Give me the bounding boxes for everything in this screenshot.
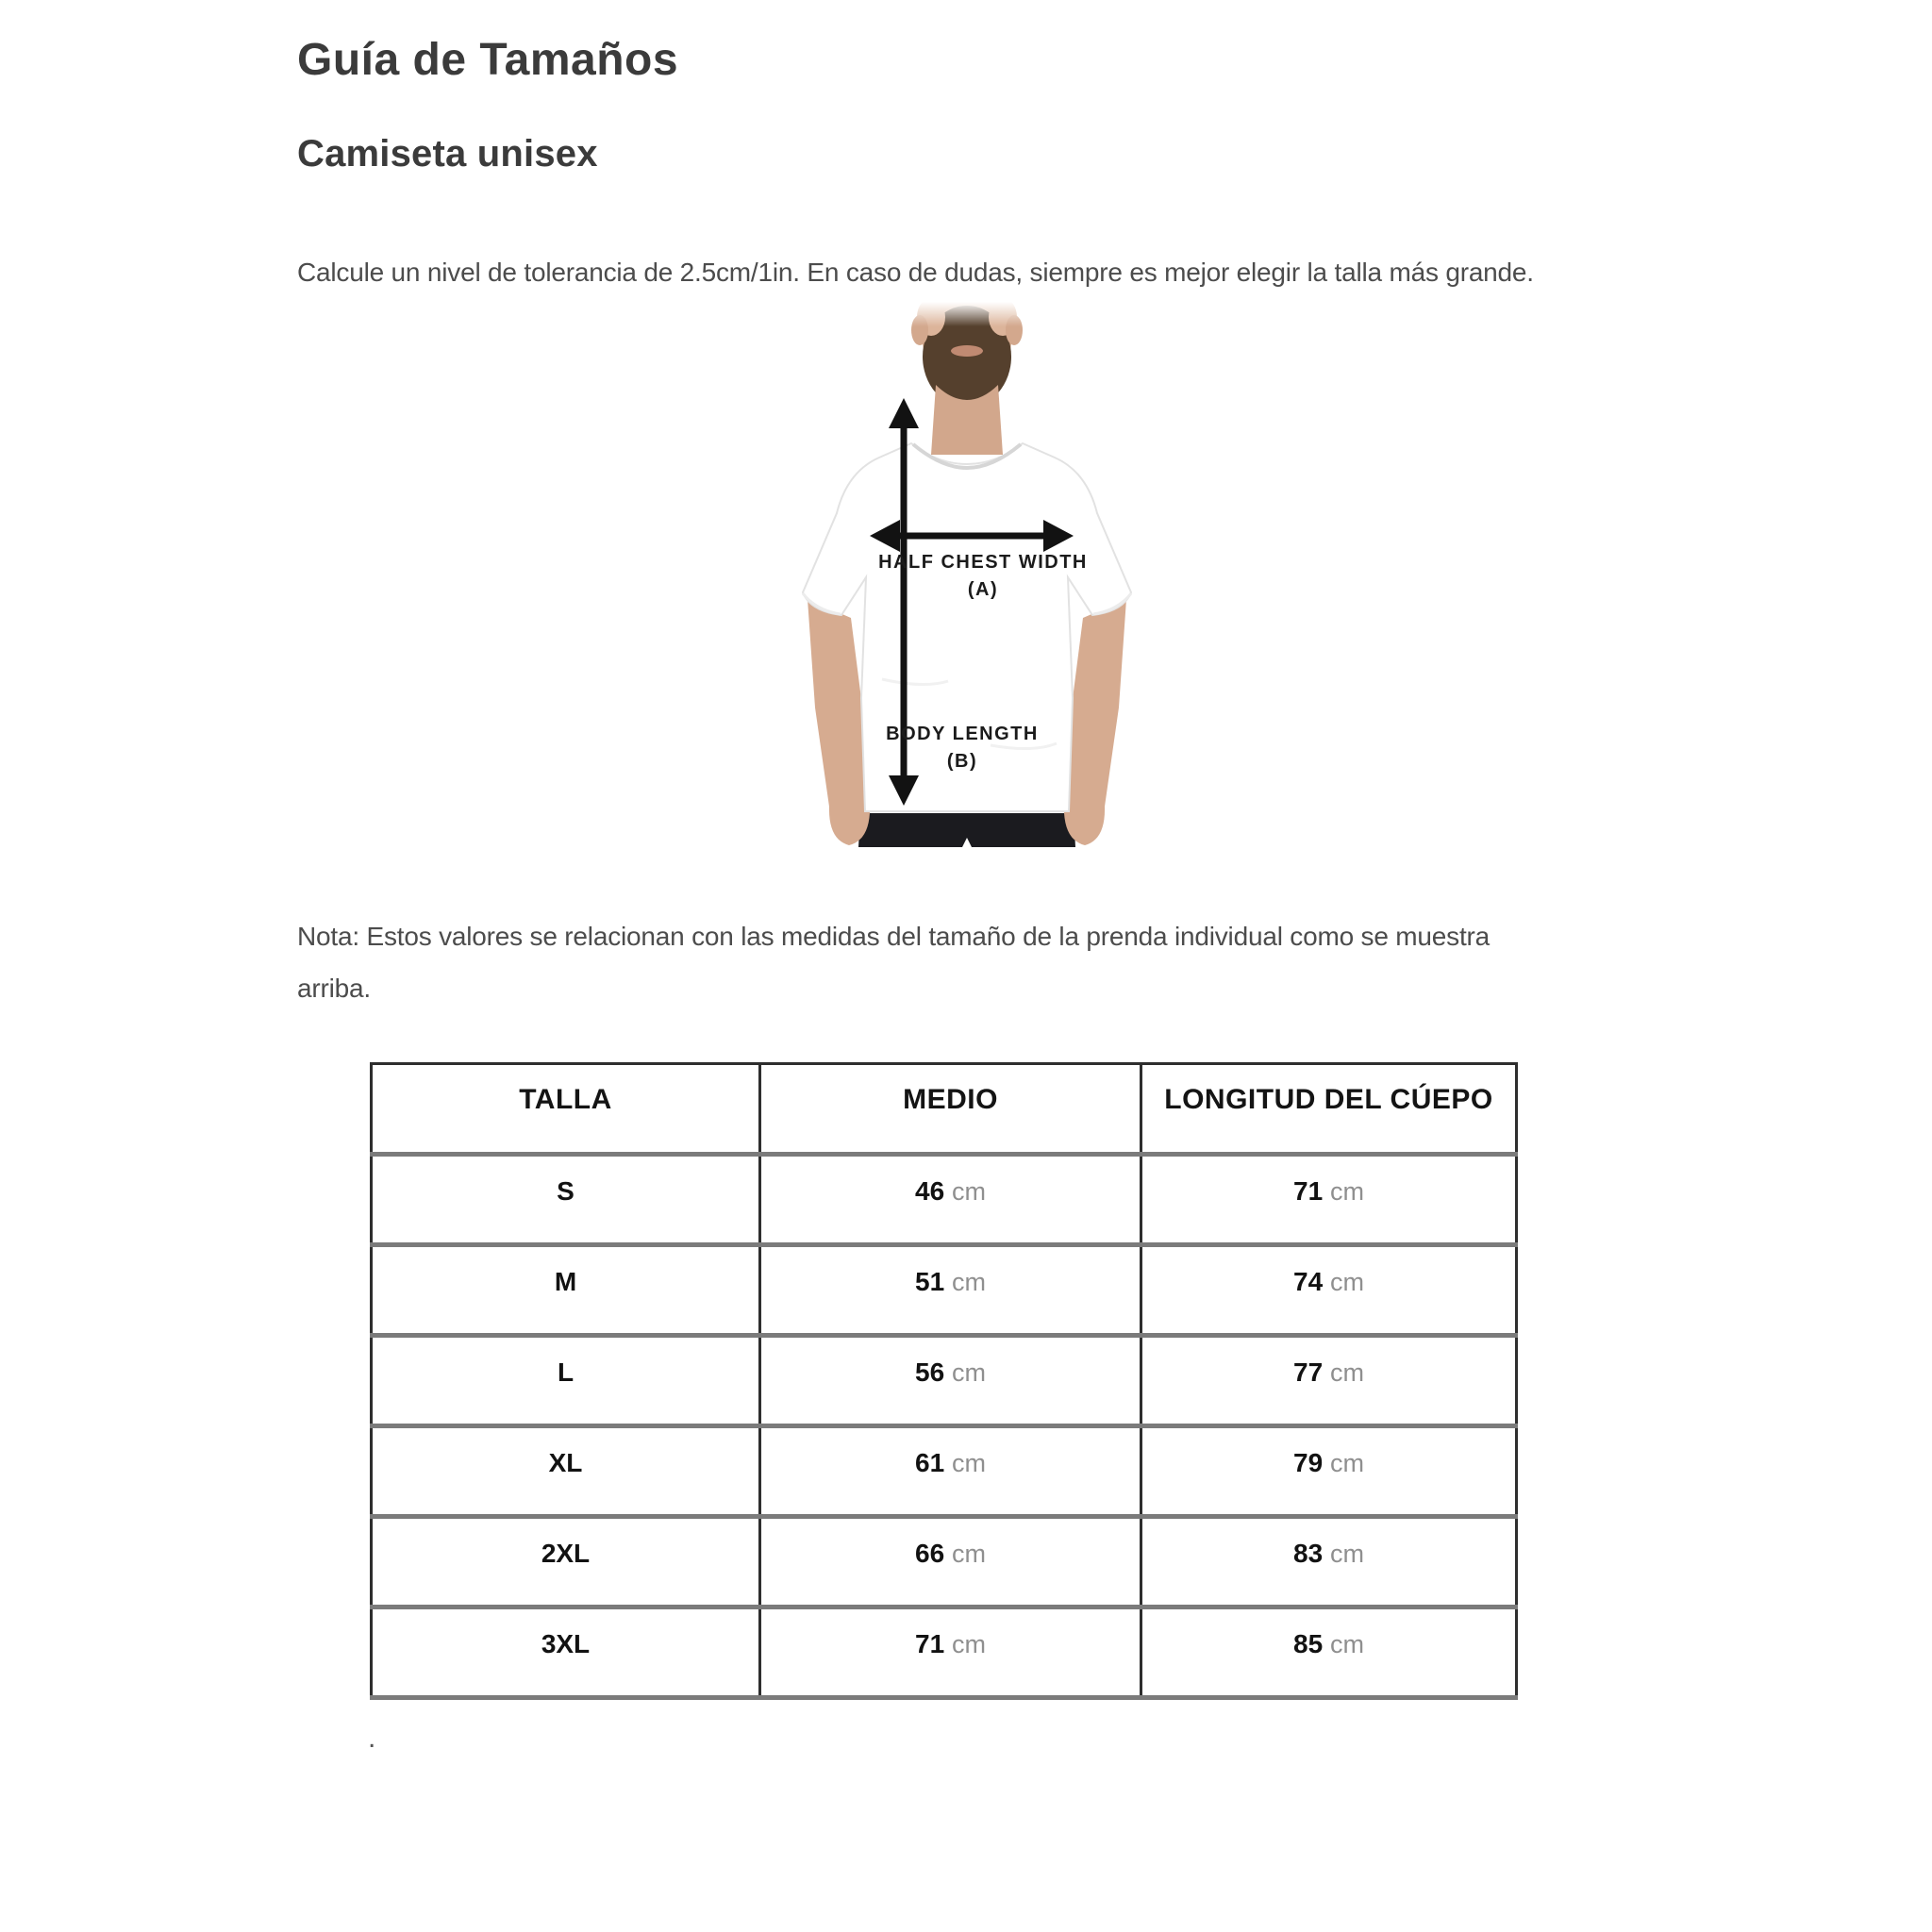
unit-label: cm bbox=[1329, 1629, 1364, 1658]
medio-value: 61 bbox=[915, 1447, 945, 1477]
page-title: Guía de Tamaños bbox=[297, 35, 679, 86]
longitud-value: 71 bbox=[1293, 1175, 1324, 1206]
size-label: M bbox=[554, 1266, 577, 1296]
model-arm-left bbox=[808, 599, 870, 845]
product-subtitle: Camiseta unisex bbox=[297, 133, 598, 175]
unit-label: cm bbox=[1329, 1176, 1364, 1206]
tshirt-measurement-diagram bbox=[613, 302, 1179, 849]
unit-label: cm bbox=[951, 1448, 986, 1477]
half-chest-width-key: (A) bbox=[967, 579, 999, 600]
body-length-key: (B) bbox=[946, 751, 978, 772]
column-header-longitud: LONGITUD DEL CÚEPO bbox=[1141, 1064, 1517, 1155]
table-row bbox=[372, 1245, 1517, 1336]
table-row bbox=[372, 1517, 1517, 1607]
size-label: 2XL bbox=[541, 1538, 591, 1568]
unit-label: cm bbox=[951, 1539, 986, 1568]
model-lips bbox=[951, 345, 983, 357]
half-chest-width-label: HALF CHEST WIDTH bbox=[878, 552, 1088, 573]
longitud-value: 79 bbox=[1293, 1447, 1324, 1477]
table-row bbox=[372, 1336, 1517, 1426]
longitud-value: 74 bbox=[1293, 1266, 1324, 1296]
model-arm-right bbox=[1064, 599, 1126, 845]
unit-label: cm bbox=[1329, 1539, 1364, 1568]
table-row bbox=[372, 1607, 1517, 1698]
photo-crop-fade bbox=[877, 302, 1057, 326]
medio-value: 46 bbox=[915, 1175, 945, 1206]
medio-value: 71 bbox=[915, 1628, 945, 1658]
medio-value: 56 bbox=[915, 1357, 945, 1387]
size-label: XL bbox=[548, 1447, 583, 1477]
model-pants bbox=[858, 813, 1075, 847]
tshirt-diagram-svg bbox=[613, 302, 1179, 849]
medio-value: 51 bbox=[915, 1266, 945, 1296]
size-table-header-row bbox=[372, 1064, 1517, 1155]
body-length-label: BODY LENGTH bbox=[886, 724, 1039, 744]
size-label: S bbox=[557, 1175, 575, 1206]
unit-label: cm bbox=[951, 1267, 986, 1296]
longitud-value: 77 bbox=[1293, 1357, 1324, 1387]
unit-label: cm bbox=[951, 1357, 986, 1387]
column-header-talla: TALLA bbox=[372, 1064, 760, 1155]
column-header-medio: MEDIO bbox=[760, 1064, 1141, 1155]
unit-label: cm bbox=[951, 1176, 986, 1206]
table-row bbox=[372, 1155, 1517, 1245]
size-label: 3XL bbox=[541, 1628, 591, 1658]
longitud-value: 85 bbox=[1293, 1628, 1324, 1658]
size-table bbox=[370, 1062, 1518, 1700]
unit-label: cm bbox=[951, 1629, 986, 1658]
unit-label: cm bbox=[1329, 1357, 1364, 1387]
table-row bbox=[372, 1426, 1517, 1517]
medio-value: 66 bbox=[915, 1538, 945, 1568]
tolerance-note: Calcule un nivel de tolerancia de 2.5cm/1in. En caso de dudas, siempre es mejor elegir la talla más grande. bbox=[297, 258, 1534, 287]
measurement-note: Nota: Estos valores se relacionan con las medidas del tamaño de la prenda individual como se muestra arriba. bbox=[297, 922, 1491, 1003]
unit-label: cm bbox=[1329, 1448, 1364, 1477]
longitud-value: 83 bbox=[1293, 1538, 1324, 1568]
stray-period: . bbox=[368, 1723, 376, 1754]
size-label: L bbox=[557, 1357, 575, 1387]
unit-label: cm bbox=[1329, 1267, 1364, 1296]
